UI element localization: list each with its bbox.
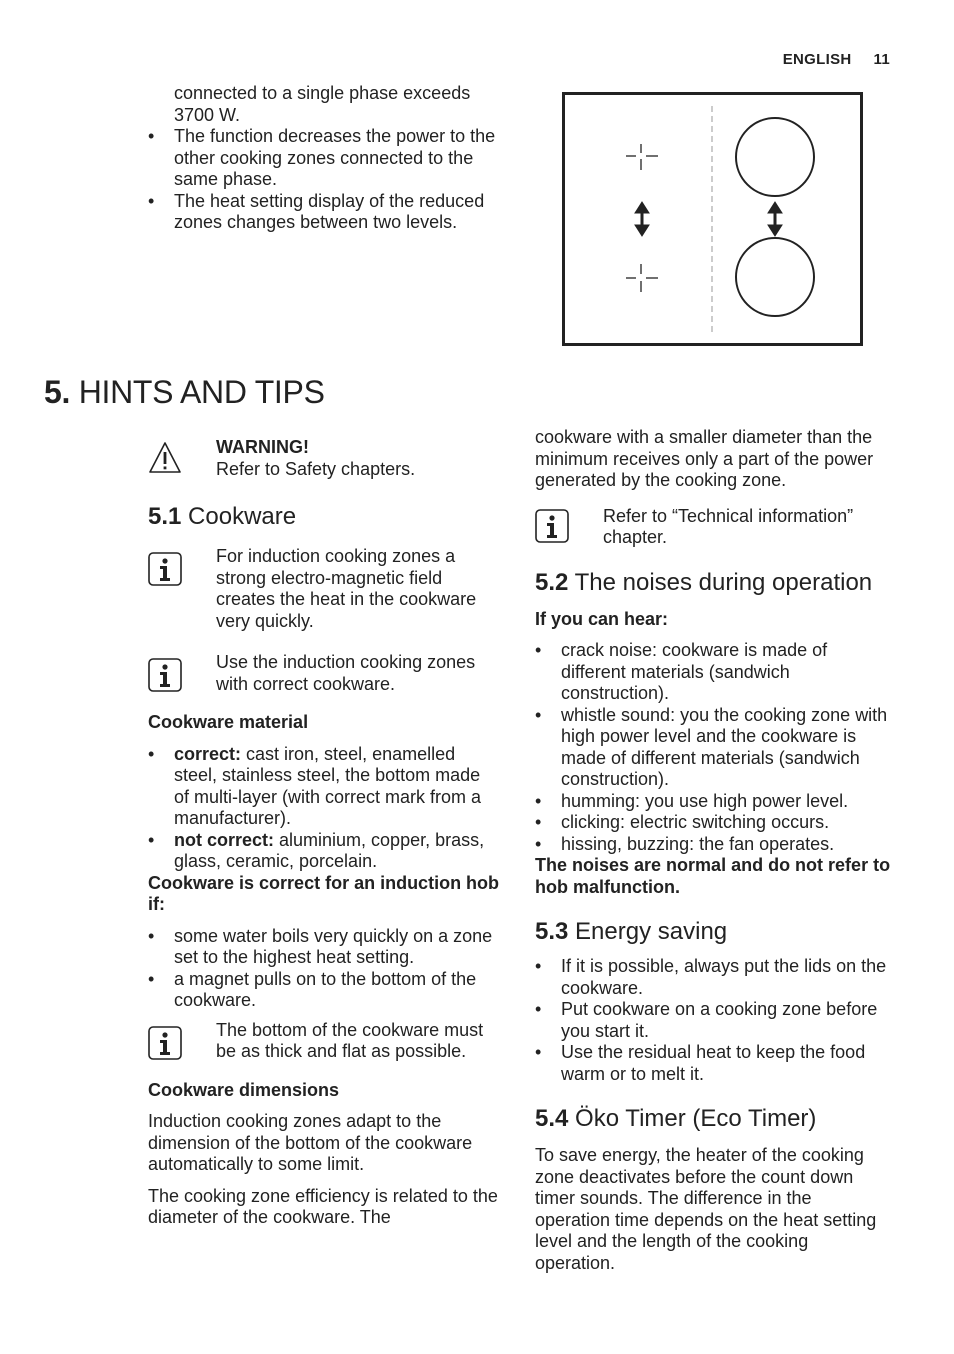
list-item: • crack noise: cookware is made of different materials (sandwich construction). <box>535 640 891 705</box>
subsection-number: 5.4 <box>535 1105 569 1132</box>
cooking-zone-top <box>736 118 814 196</box>
bullet-text: cast iron, steel, enamelled steel, stainless steel, the bottom made of multi-layer (with correct mark from a manufacturer). <box>174 743 482 828</box>
material-list <box>148 744 500 873</box>
info-icon <box>535 509 569 543</box>
subsection-number: 5.2 <box>535 568 569 596</box>
page-header <box>761 49 890 71</box>
subsection-heading-5-3 <box>535 918 891 946</box>
section-number: 5. <box>44 374 71 410</box>
info-icon <box>148 1026 182 1060</box>
info-note <box>148 652 500 695</box>
paragraph: Induction cooking zones adapt to the dimension of the bottom of the cookware automatically to some limit. <box>148 1111 473 1174</box>
list-item: • some water boils very quickly on a zone set to the highest heat setting. <box>148 926 500 969</box>
bullet-label: not correct: <box>174 829 275 850</box>
list-item: • whistle sound: you the cooking zone with high power level and the cookware is made of different materials (sandwich construction). <box>535 705 891 791</box>
paragraph: The cooking zone efficiency is related to the diameter of the cookware. The <box>148 1185 498 1227</box>
header-language: ENGLISH <box>782 51 852 68</box>
warning-note <box>148 437 500 480</box>
info-text: Refer to “Technical information” chapter. <box>603 505 854 547</box>
correct-if-list <box>148 926 500 1012</box>
continued-text: connected to a single phase exceeds 3700 W. <box>174 83 471 125</box>
subsection-title: Energy saving <box>575 918 728 945</box>
energy-saving-list <box>535 956 891 1085</box>
left-column <box>148 437 500 1229</box>
subsection-number: 5.3 <box>535 918 569 945</box>
cooking-zone-bottom <box>736 238 814 316</box>
info-note <box>148 546 500 632</box>
hob-diagram <box>562 92 864 348</box>
cookware-dimensions-heading: Cookware dimensions <box>148 1079 340 1100</box>
subsection-title: Öko Timer (Eco Timer) <box>575 1105 817 1132</box>
list-item: • a magnet pulls on to the bottom of the cookware. <box>148 969 500 1012</box>
list-item: • Put cookware on a cooking zone before you start it. <box>535 999 891 1042</box>
info-icon <box>148 552 182 586</box>
section-title: HINTS AND TIPS <box>78 374 325 410</box>
right-column <box>535 427 891 1274</box>
correct-if-heading: Cookware is correct for an induction hob if: <box>148 872 500 914</box>
list-item: • Use the residual heat to keep the food warm or to melt it. <box>535 1042 891 1085</box>
info-text: For induction cooking zones a strong electro-magnetic field creates the heat in the cookware very quickly. <box>216 546 477 631</box>
subsection-heading-5-4 <box>535 1105 891 1133</box>
noises-conclusion: The noises are normal and do not refer to hob malfunction. <box>535 855 891 897</box>
warning-triangle-icon <box>148 441 182 475</box>
list-item: • The function decreases the power to the other cooking zones connected to the same phase. <box>148 126 504 191</box>
list-item <box>148 744 500 830</box>
noises-subheading: If you can hear: <box>535 608 669 629</box>
continued-paragraph: cookware with a smaller diameter than the minimum receives only a part of the power generated by the cooking zone. <box>535 427 874 490</box>
list-item: • humming: you use high power level. <box>535 791 891 813</box>
top-text <box>148 83 504 234</box>
list-item: • clicking: electric switching occurs. <box>535 812 891 834</box>
list-item: • hissing, buzzing: the fan operates. <box>535 834 891 856</box>
header-page-number: 11 <box>873 51 890 68</box>
list-item <box>148 830 500 873</box>
info-note <box>535 506 891 549</box>
section-heading <box>44 372 325 412</box>
cookware-material-heading: Cookware material <box>148 712 309 732</box>
list-item: • If it is possible, always put the lids on the cookware. <box>535 956 891 999</box>
warning-title: WARNING! <box>216 437 309 457</box>
info-text: The bottom of the cookware must be as thick and flat as possible. <box>216 1019 484 1061</box>
paragraph: To save energy, the heater of the cooking zone deactivates before the count down timer sounds. The difference in the operation time depends on the heat setting level and the length of the cooking operation. <box>535 1145 877 1273</box>
noises-list <box>535 640 891 855</box>
warning-text: Refer to Safety chapters. <box>216 458 416 479</box>
info-note <box>148 1020 500 1063</box>
list-item: • The heat setting display of the reduced zones changes between two levels. <box>148 191 504 234</box>
info-icon <box>148 658 182 692</box>
top-bullets <box>148 126 504 234</box>
subsection-title: The noises during operation <box>574 568 873 596</box>
subsection-heading-5-2 <box>535 569 891 597</box>
bullet-label: correct: <box>174 743 242 764</box>
info-text: Use the induction cooking zones with correct cookware. <box>216 652 476 694</box>
subsection-number: 5.1 <box>148 503 182 530</box>
subsection-heading-5-1 <box>148 503 500 531</box>
subsection-title: Cookware <box>188 503 297 530</box>
bullet-text: aluminium, copper, brass, glass, ceramic, porcelain. <box>174 829 485 871</box>
